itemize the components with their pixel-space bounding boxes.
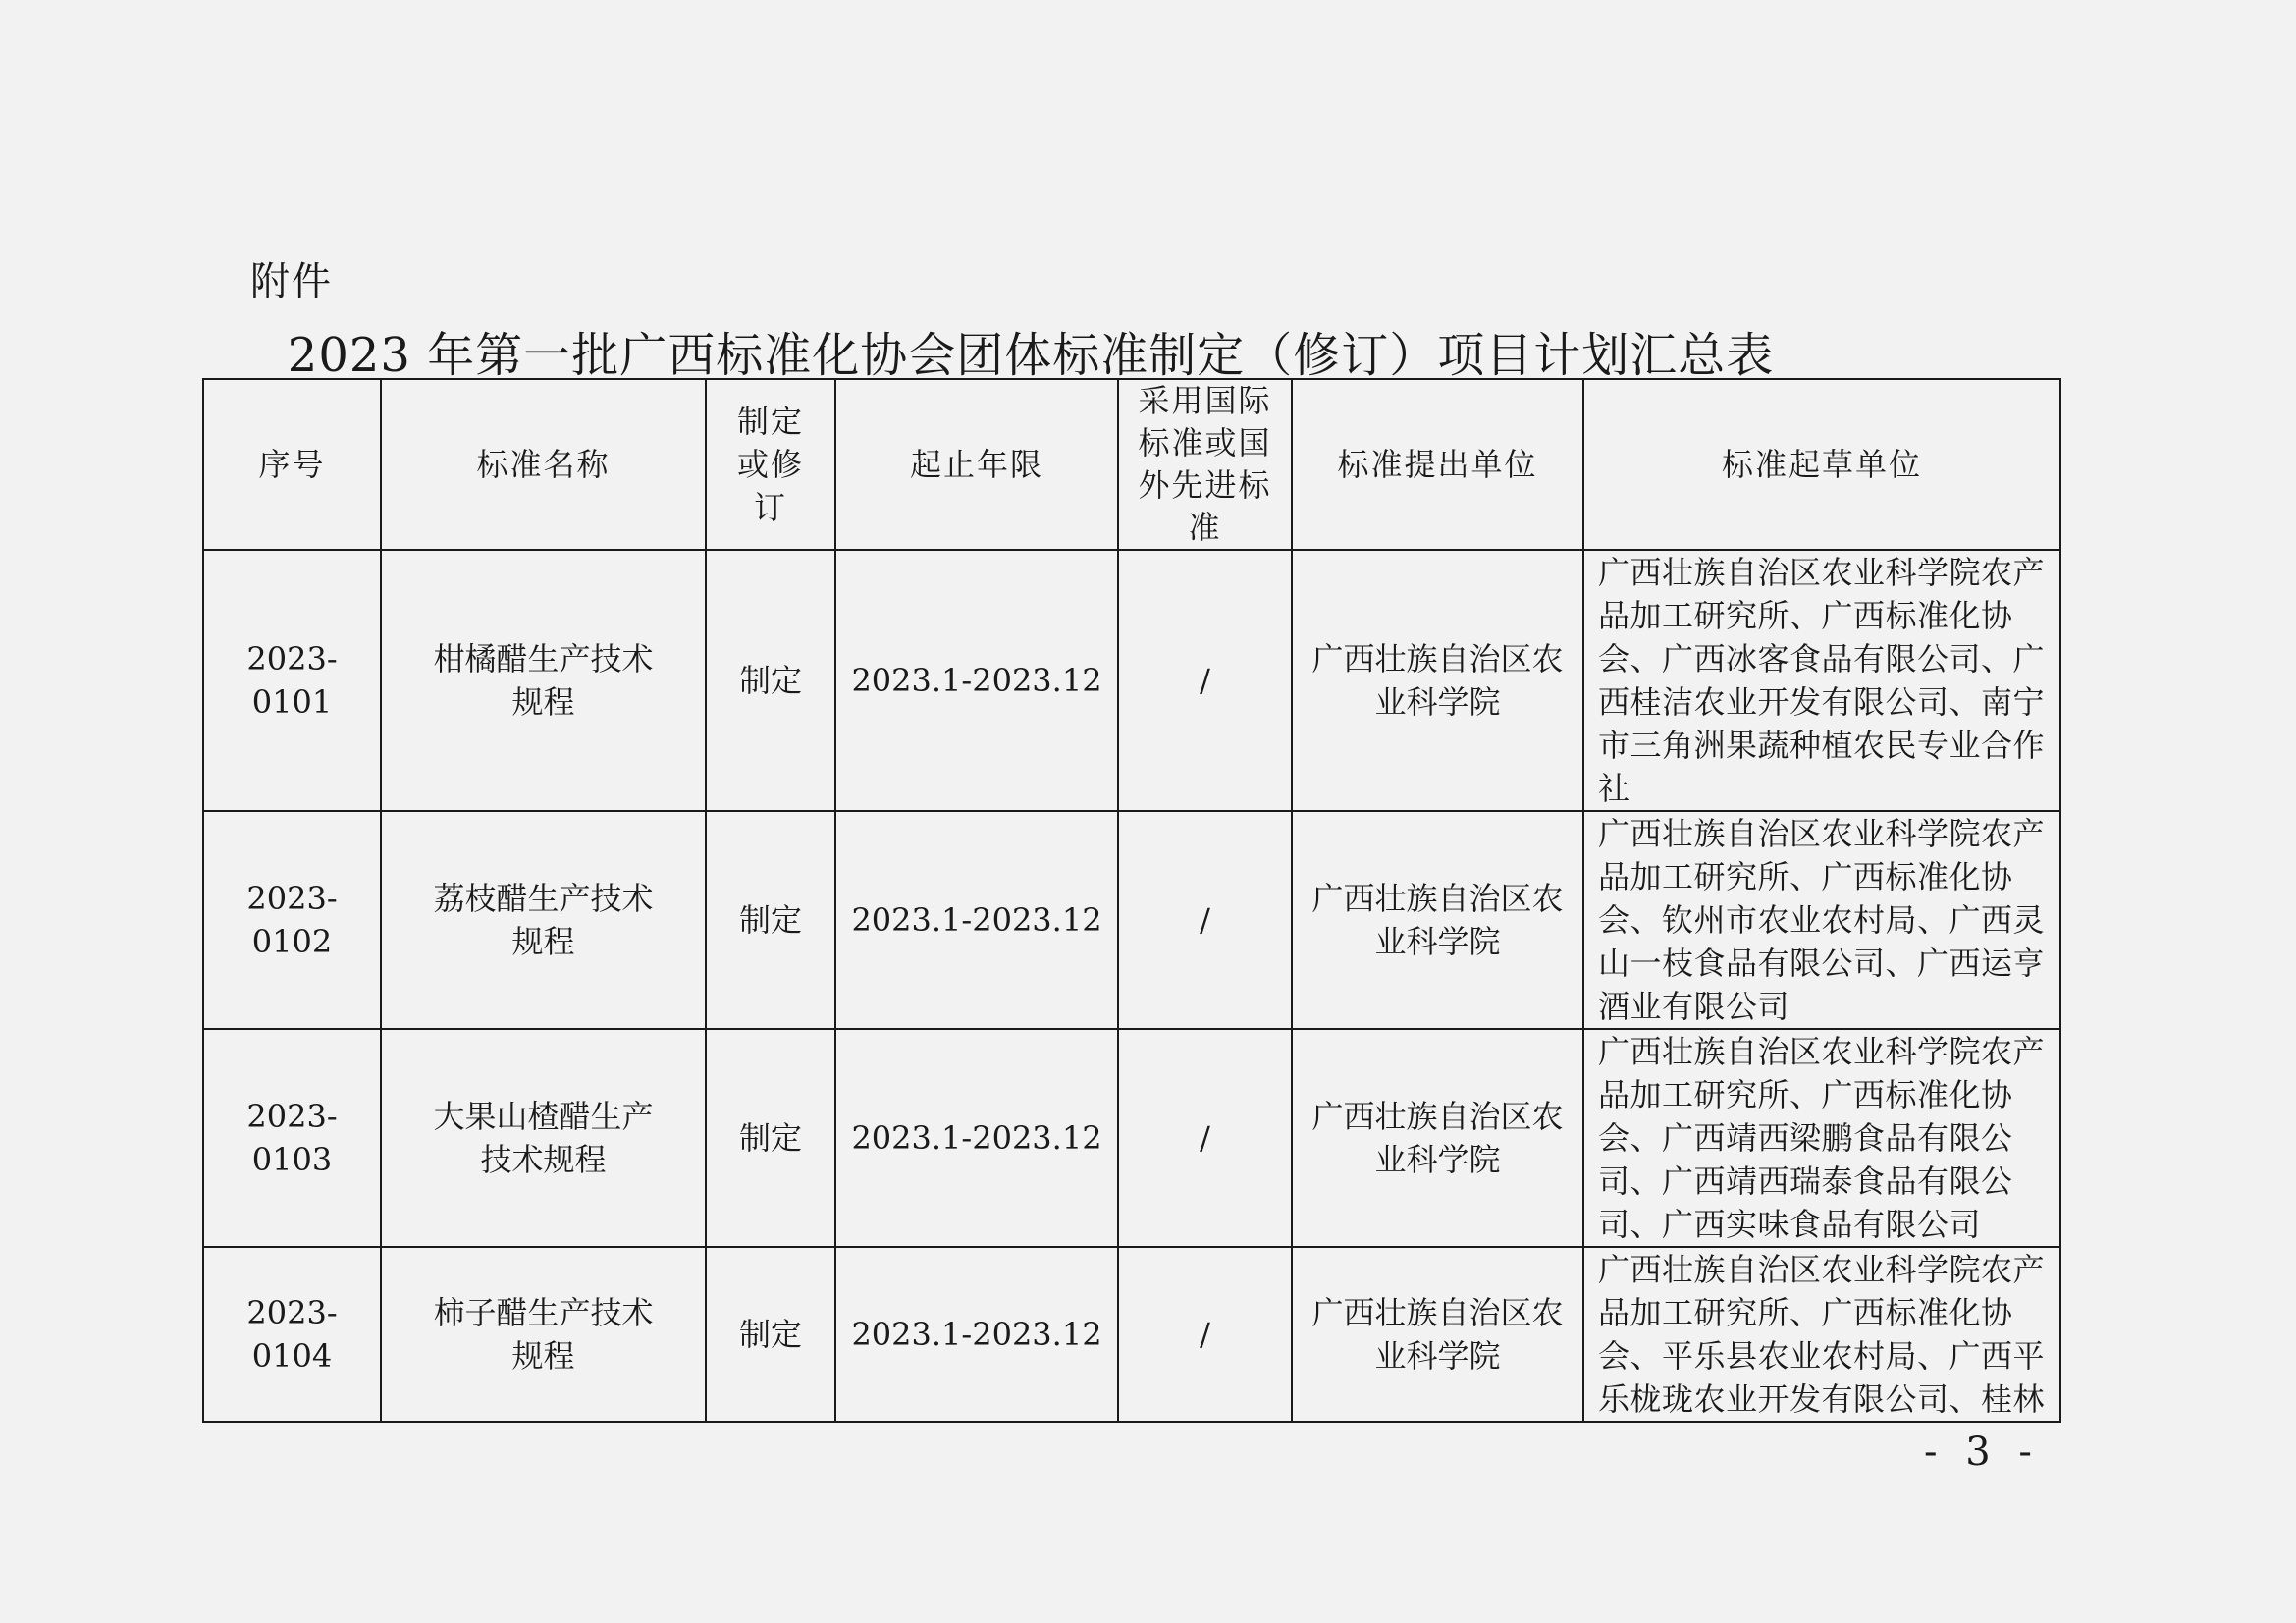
cell-proposer: 广西壮族自治区农业科学院 xyxy=(1292,811,1583,1029)
cell-adopted: / xyxy=(1118,1247,1292,1422)
cell-adopted: / xyxy=(1118,811,1292,1029)
cell-period: 2023.1-2023.12 xyxy=(835,550,1118,811)
cell-serial: 2023-0104 xyxy=(203,1247,381,1422)
cell-type: 制定 xyxy=(706,1029,835,1247)
page-title: 2023 年第一批广西标准化协会团体标准制定（修订）项目计划汇总表 xyxy=(287,328,1775,383)
cell-drafter: 广西壮族自治区农业科学院农产品加工研究所、广西标准化协会、广西靖西梁鹏食品有限公司、广西靖西瑞泰食品有限公司、广西实味食品有限公司 xyxy=(1583,1029,2060,1247)
column-header-period: 起止年限 xyxy=(835,379,1118,550)
cell-proposer: 广西壮族自治区农业科学院 xyxy=(1292,1029,1583,1247)
cell-standard-name: 荔枝醋生产技术规程 xyxy=(381,811,706,1029)
project-summary-table xyxy=(202,378,2061,1423)
table-row xyxy=(203,1247,2060,1422)
cell-type: 制定 xyxy=(706,811,835,1029)
cell-proposer: 广西壮族自治区农业科学院 xyxy=(1292,1247,1583,1422)
page-number: - 3 - xyxy=(1924,1430,2040,1475)
cell-period: 2023.1-2023.12 xyxy=(835,1029,1118,1247)
column-header-proposer: 标准提出单位 xyxy=(1292,379,1583,550)
cell-standard-name: 大果山楂醋生产技术规程 xyxy=(381,1029,706,1247)
table-row xyxy=(203,811,2060,1029)
cell-proposer: 广西壮族自治区农业科学院 xyxy=(1292,550,1583,811)
cell-drafter: 广西壮族自治区农业科学院农产品加工研究所、广西标准化协会、钦州市农业农村局、广西灵山一枝食品有限公司、广西运亨酒业有限公司 xyxy=(1583,811,2060,1029)
cell-serial: 2023-0102 xyxy=(203,811,381,1029)
column-header-type: 制定或修订 xyxy=(706,379,835,550)
cell-standard-name: 柿子醋生产技术规程 xyxy=(381,1247,706,1422)
cell-drafter: 广西壮族自治区农业科学院农产品加工研究所、广西标准化协会、平乐县农业农村局、广西平乐栊珑农业开发有限公司、桂林 xyxy=(1583,1247,2060,1422)
column-header-drafter: 标准起草单位 xyxy=(1583,379,2060,550)
column-header-standard-name: 标准名称 xyxy=(381,379,706,550)
cell-adopted: / xyxy=(1118,550,1292,811)
cell-type: 制定 xyxy=(706,550,835,811)
cell-period: 2023.1-2023.12 xyxy=(835,811,1118,1029)
cell-adopted: / xyxy=(1118,1029,1292,1247)
table-header-row xyxy=(203,379,2060,550)
column-header-serial: 序号 xyxy=(203,379,381,550)
cell-type: 制定 xyxy=(706,1247,835,1422)
cell-serial: 2023-0101 xyxy=(203,550,381,811)
column-header-adopted-standard: 采用国际标准或国外先进标准 xyxy=(1118,379,1292,550)
attachment-label: 附件 xyxy=(250,259,333,304)
cell-drafter: 广西壮族自治区农业科学院农产品加工研究所、广西标准化协会、广西冰客食品有限公司、广西桂洁农业开发有限公司、南宁市三角洲果蔬种植农民专业合作社 xyxy=(1583,550,2060,811)
table-row xyxy=(203,550,2060,811)
table-row xyxy=(203,1029,2060,1247)
cell-standard-name: 柑橘醋生产技术规程 xyxy=(381,550,706,811)
cell-serial: 2023-0103 xyxy=(203,1029,381,1247)
cell-period: 2023.1-2023.12 xyxy=(835,1247,1118,1422)
